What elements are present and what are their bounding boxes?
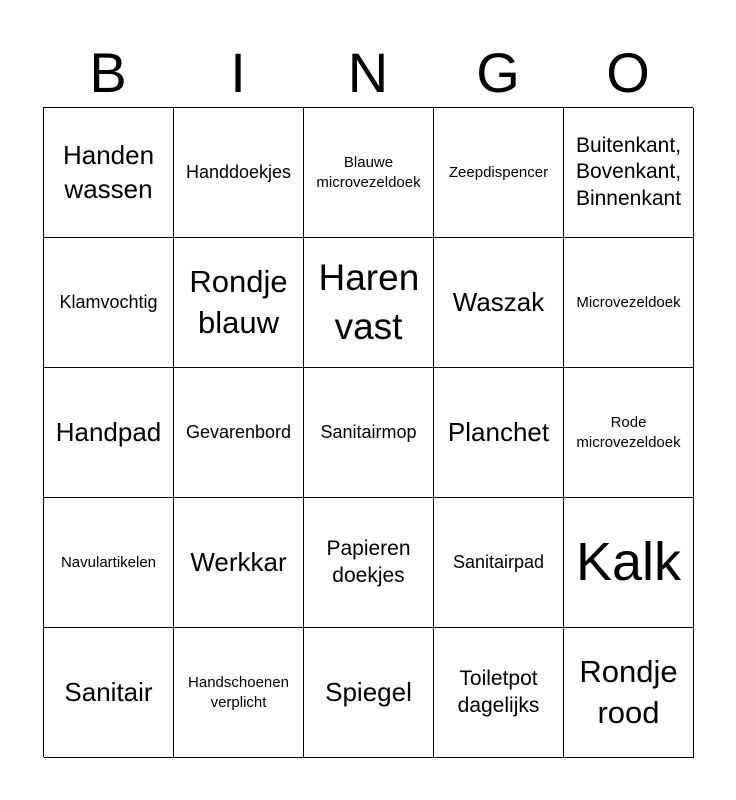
- bingo-cell[interactable]: [304, 628, 434, 758]
- cell-text: Rondje rood: [579, 654, 678, 730]
- bingo-cell[interactable]: [434, 108, 564, 238]
- bingo-cell[interactable]: [174, 368, 304, 498]
- cell-text: Handdoekjes: [185, 162, 292, 183]
- bingo-cell[interactable]: [434, 238, 564, 368]
- cell-text: Handpad: [55, 416, 162, 447]
- bingo-cell[interactable]: [304, 108, 434, 238]
- cell-text: Rondje blauw: [189, 264, 288, 340]
- bingo-cell[interactable]: [174, 628, 304, 758]
- cell-text: Navulartikelen: [60, 553, 157, 571]
- bingo-board: [43, 107, 693, 757]
- cell-text: Handen wassen: [62, 139, 155, 204]
- cell-text: Papieren doekjes: [326, 537, 411, 587]
- cell-text: Zeepdispencer: [448, 163, 549, 181]
- cell-text: Blauwe microvezeldoek: [316, 154, 421, 191]
- cell-text: Sanitairpad: [452, 552, 545, 573]
- header-letter-o: O: [606, 41, 650, 104]
- cell-text: Handschoenen verplicht: [188, 674, 289, 711]
- cell-text: Kalk: [575, 531, 682, 592]
- bingo-cell[interactable]: [174, 108, 304, 238]
- bingo-cell[interactable]: [304, 368, 434, 498]
- bingo-cell[interactable]: [434, 368, 564, 498]
- bingo-cell[interactable]: [44, 628, 174, 758]
- cell-text: Werkkar: [190, 546, 287, 577]
- cell-text: Sanitairmop: [320, 422, 417, 443]
- cell-text: Buitenkant, Bovenkant, Binnenkant: [575, 134, 682, 210]
- header-letter-b: B: [89, 41, 127, 104]
- cell-text: Microvezeldoek: [576, 293, 681, 311]
- bingo-cell[interactable]: [434, 628, 564, 758]
- cell-text: Sanitair: [64, 676, 153, 707]
- header-letter-i: I: [230, 41, 246, 104]
- bingo-cell[interactable]: [304, 498, 434, 628]
- cell-text: Gevarenbord: [185, 422, 292, 443]
- cell-text: Waszak: [452, 286, 545, 317]
- cell-text: Haren vast: [318, 257, 420, 347]
- bingo-cell[interactable]: [304, 238, 434, 368]
- bingo-cell[interactable]: [434, 498, 564, 628]
- cell-text: Rode microvezeldoek: [576, 414, 681, 451]
- bingo-cell[interactable]: [174, 498, 304, 628]
- cell-text: Klamvochtig: [59, 292, 158, 313]
- cell-text: Planchet: [447, 416, 550, 447]
- header-letter-n: N: [347, 41, 389, 104]
- header-letter-g: G: [476, 41, 520, 104]
- bingo-cell[interactable]: [564, 238, 694, 368]
- bingo-header: [43, 40, 693, 106]
- bingo-cell[interactable]: [44, 368, 174, 498]
- bingo-cell[interactable]: [44, 238, 174, 368]
- bingo-cell[interactable]: [564, 498, 694, 628]
- bingo-cell[interactable]: [44, 498, 174, 628]
- bingo-cell[interactable]: [564, 368, 694, 498]
- bingo-cell[interactable]: [174, 238, 304, 368]
- cell-text: Toiletpot dagelijks: [457, 667, 540, 717]
- bingo-cell[interactable]: [44, 108, 174, 238]
- bingo-cell[interactable]: [564, 628, 694, 758]
- bingo-cell[interactable]: [564, 108, 694, 238]
- cell-text: Spiegel: [325, 676, 412, 707]
